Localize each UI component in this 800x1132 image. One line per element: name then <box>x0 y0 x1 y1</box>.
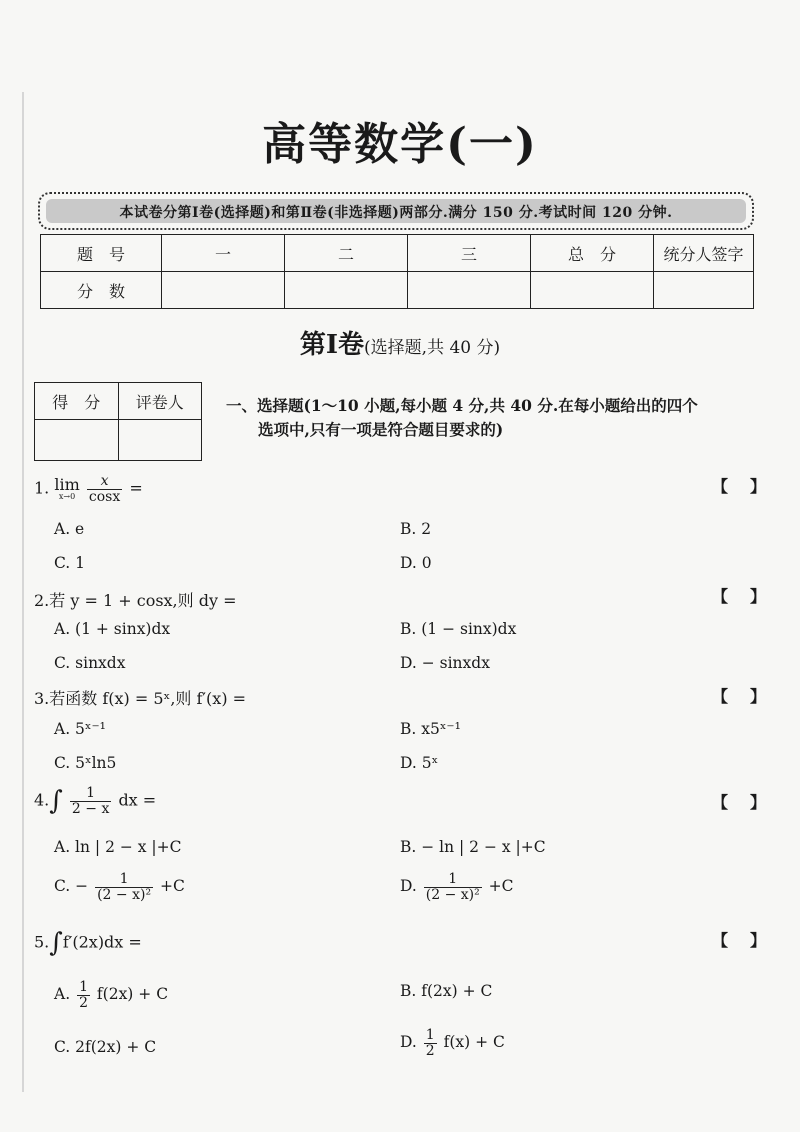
stem-post: f′(2x)dx = <box>62 932 142 952</box>
score-table-score-row <box>41 272 754 309</box>
score-cell-q1: 一 <box>162 235 285 272</box>
option-b[interactable]: B. 2 <box>400 520 432 538</box>
option-d[interactable]: D. 0 <box>400 554 432 572</box>
stem-post: dx = <box>118 790 157 810</box>
question-1 <box>34 474 143 504</box>
grader-table <box>34 382 202 461</box>
option-a[interactable]: A. ln | 2 − x |+C <box>54 838 182 856</box>
notice-shading <box>46 199 746 223</box>
score-input-signature[interactable] <box>654 272 754 309</box>
section-sub: (选择题,共 40 分) <box>364 338 501 358</box>
option-b[interactable]: B. x5ˣ⁻¹ <box>400 720 461 738</box>
instructions <box>226 394 766 442</box>
answer-bracket[interactable]: 【】 <box>712 687 789 706</box>
denominator: cosx <box>88 488 121 505</box>
question-4 <box>34 786 156 816</box>
score-cell-q2: 二 <box>285 235 408 272</box>
fraction <box>424 1028 437 1058</box>
option-a[interactable]: A. e <box>54 520 85 538</box>
denominator: (2 − x)² <box>425 886 480 903</box>
grader-score-input[interactable] <box>35 420 119 461</box>
score-row-label: 分 数 <box>41 272 162 309</box>
question-number: 1. <box>34 478 50 498</box>
option-d[interactable] <box>400 1028 505 1058</box>
page-edge <box>22 92 24 1092</box>
option-prefix: D. <box>400 877 417 896</box>
question-stem: 若函数 f(x) = 5ˣ,则 f′(x) = <box>49 689 247 708</box>
option-d[interactable]: D. − sinxdx <box>400 654 490 672</box>
option-b[interactable]: B. − ln | 2 − x |+C <box>400 838 546 856</box>
instructions-line2: 选项中,只有一项是符合题目要求的) <box>258 420 504 439</box>
numerator: 1 <box>79 979 88 995</box>
question-number: 4. <box>34 790 50 810</box>
option-a[interactable] <box>54 980 168 1010</box>
denominator: (2 − x)² <box>97 886 152 903</box>
numerator: 1 <box>70 786 111 802</box>
option-suffix: f(x) + C <box>443 1033 505 1052</box>
option-b[interactable]: B. (1 − sinx)dx <box>400 620 517 638</box>
lim-subscript: x→0 <box>58 492 76 502</box>
fraction <box>87 474 122 504</box>
option-c[interactable]: C. 2f(2x) + C <box>54 1038 157 1056</box>
question-stem: 若 y = 1 + cosx,则 dy = <box>49 591 237 610</box>
numerator: 1 <box>425 1027 435 1043</box>
denominator: 2 − x <box>71 800 110 817</box>
fraction <box>77 980 90 1010</box>
denominator: 2 <box>425 1042 435 1059</box>
limit-operator <box>54 477 79 501</box>
option-c[interactable] <box>54 872 185 902</box>
answer-bracket[interactable]: 【】 <box>712 931 789 950</box>
option-c[interactable]: C. 1 <box>54 554 86 572</box>
option-a[interactable]: A. 5ˣ⁻¹ <box>54 720 106 738</box>
section-title <box>0 324 800 361</box>
score-input-q2[interactable] <box>285 272 408 309</box>
exam-title: 高等数学(一) <box>262 119 538 170</box>
score-input-q3[interactable] <box>408 272 531 309</box>
score-cell-signature: 统分人签字 <box>654 235 754 272</box>
fraction <box>70 786 111 816</box>
question-number: 2. <box>34 591 50 610</box>
option-b[interactable]: B. f(2x) + C <box>400 982 493 1000</box>
question-number: 3. <box>34 689 50 708</box>
option-a[interactable]: A. (1 + sinx)dx <box>54 620 171 638</box>
score-cell-label: 题 号 <box>41 235 162 272</box>
exam-notice-box <box>38 192 754 230</box>
denominator: 2 <box>79 994 88 1011</box>
section-main: 第Ⅰ卷 <box>299 330 365 360</box>
score-input-total[interactable] <box>531 272 654 309</box>
numerator: 1 <box>95 872 153 888</box>
exam-notice: 本试卷分第Ⅰ卷(选择题)和第Ⅱ卷(非选择题)两部分.满分 150 分.考试时间 120 分钟. <box>119 205 673 221</box>
integral-sign: ∫ <box>49 786 63 817</box>
option-suffix: +C <box>160 877 185 896</box>
option-suffix: f(2x) + C <box>96 985 169 1004</box>
fraction <box>95 872 153 902</box>
score-table-header-row <box>41 235 754 272</box>
option-d[interactable]: D. 5ˣ <box>400 754 439 772</box>
score-cell-total: 总 分 <box>531 235 654 272</box>
answer-bracket[interactable]: 【】 <box>712 793 789 812</box>
numerator: x <box>87 474 122 490</box>
option-d[interactable] <box>400 872 514 902</box>
grader-name-label: 评卷人 <box>118 383 202 420</box>
option-c[interactable]: C. 5ˣln5 <box>54 754 117 772</box>
grader-score-label: 得 分 <box>35 383 119 420</box>
score-input-q1[interactable] <box>162 272 285 309</box>
question-5 <box>34 928 142 958</box>
numerator: 1 <box>424 872 482 888</box>
stem-equals: = <box>129 478 143 498</box>
score-table <box>40 234 754 309</box>
question-number: 5. <box>34 932 50 952</box>
answer-bracket[interactable]: 【】 <box>712 587 789 606</box>
question-3 <box>34 686 246 709</box>
question-2 <box>34 588 237 611</box>
answer-bracket[interactable]: 【】 <box>712 477 789 496</box>
grader-name-input[interactable] <box>118 420 202 461</box>
option-suffix: +C <box>488 877 514 896</box>
option-c[interactable]: C. sinxdx <box>54 654 126 672</box>
lim-text: lim <box>54 475 80 495</box>
fraction <box>424 872 482 902</box>
integral-sign: ∫ <box>49 928 63 958</box>
option-prefix: C. − <box>54 877 89 896</box>
score-cell-q3: 三 <box>408 235 531 272</box>
instructions-line1: 一、选择题(1～10 小题,每小题 4 分,共 40 分.在每小题给出的四个 <box>226 396 698 415</box>
option-prefix: A. <box>54 985 71 1004</box>
option-prefix: D. <box>400 1033 417 1052</box>
